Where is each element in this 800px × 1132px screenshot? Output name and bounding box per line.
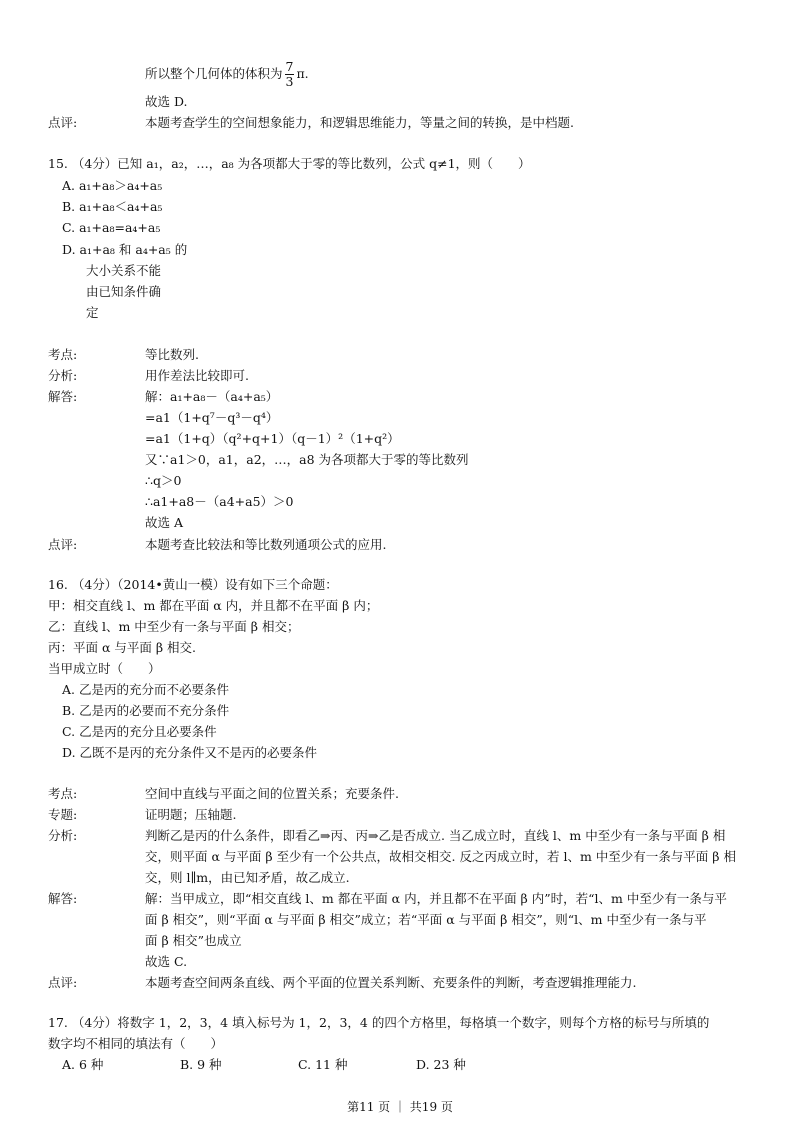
q16-jieda-line1: 解：当甲成立，即“相交直线 l、m 都在平面 α 内，并且都不在平面 β 内”时，若“l、m 中至少有一条与平 bbox=[145, 891, 727, 906]
q16-prop-jia: 甲：相交直线 l、m 都在平面 α 内，并且都不在平面 β 内； bbox=[48, 598, 379, 613]
q15-review-label: 点评: bbox=[48, 537, 78, 552]
q15-option-d: D. a₁+a₈ 和 a₄+a₅ 的 bbox=[62, 242, 188, 257]
q16-prop-yi: 乙：直线 l、m 中至少有一条与平面 β 相交； bbox=[48, 619, 300, 634]
q16-kaodian-label: 考点: bbox=[48, 786, 78, 801]
q15-fenxi: 用作差法比较即可. bbox=[145, 368, 249, 383]
q16-option-d: D. 乙既不是丙的充分条件又不是丙的必要条件 bbox=[62, 745, 318, 760]
q16-prop-bing: 丙：平面 α 与平面 β 相交. bbox=[48, 640, 197, 655]
q15-option-d-line4: 定 bbox=[86, 305, 99, 320]
q15-fenxi-label: 分析: bbox=[48, 368, 78, 383]
q15-option-b: B. a₁+a₈＜a₄+a₅ bbox=[62, 199, 163, 214]
q17-option-c: C. 11 种 bbox=[298, 1057, 348, 1072]
q17-option-a: A. 6 种 bbox=[62, 1057, 104, 1072]
q15-option-d-line2: 大小关系不能 bbox=[86, 263, 162, 278]
q16-option-b: B. 乙是丙的必要而不充分条件 bbox=[62, 703, 230, 718]
q17-options bbox=[62, 1055, 534, 1075]
q16-kaodian: 空间中直线与平面之间的位置关系；充要条件. bbox=[145, 786, 399, 801]
q15-jieda-line6: ∴a1+a8－（a4+a5）＞0 bbox=[145, 494, 294, 509]
prev-review-text: 本题考查学生的空间想象能力，和逻辑思维能力，等量之间的转换，是中档题. bbox=[145, 115, 574, 130]
q16-fenxi-line2: 交，则平面 α 与平面 β 至少有一个公共点，故相交相交. 反之丙成立时，若 l、m 中至少有一条与平面 β 相 bbox=[145, 849, 736, 864]
q16-review: 本题考查空间两条直线、两个平面的位置关系判断、充要条件的判断，考查逻辑推理能力. bbox=[145, 975, 637, 990]
q15-jieda-line7: 故选 A bbox=[145, 515, 184, 530]
q16-fenxi-label: 分析: bbox=[48, 828, 78, 843]
q15-jieda-line2: =a1（1+q⁷－q³－q⁴） bbox=[145, 410, 279, 425]
q16-jieda-line3: 面 β 相交”也成立 bbox=[145, 933, 242, 948]
q15-option-a: A. a₁+a₈＞a₄+a₅ bbox=[62, 178, 163, 193]
volume-line bbox=[145, 60, 309, 89]
volume-fraction bbox=[285, 60, 295, 89]
q16-fenxi-line3: 交，则 l∥m，由已知矛盾，故乙成立. bbox=[145, 870, 350, 885]
volume-prefix: 所以整个几何体的体积为 bbox=[145, 66, 283, 81]
q16-jieda-label: 解答: bbox=[48, 891, 78, 906]
volume-suffix: π. bbox=[296, 66, 309, 81]
fraction-denominator: 3 bbox=[285, 74, 294, 89]
q15-kaodian-label: 考点: bbox=[48, 347, 78, 362]
q15-jieda-line1: 解：a₁+a₈－（a₄+a₅） bbox=[145, 389, 279, 404]
q16-zhuanti: 证明题；压轴题. bbox=[145, 807, 237, 822]
q16-stem: 16. （4分）（2014•黄山一模）设有如下三个命题： bbox=[48, 577, 338, 592]
q16-jieda-line4: 故选 C. bbox=[145, 954, 188, 969]
q16-zhuanti-label: 专题: bbox=[48, 807, 78, 822]
q15-jieda-line5: ∴q＞0 bbox=[145, 473, 182, 488]
q15-kaodian: 等比数列. bbox=[145, 347, 199, 362]
page-footer: 第11 页 ｜ 共19 页 bbox=[347, 1100, 453, 1114]
q16-option-a: A. 乙是丙的充分而不必要条件 bbox=[62, 682, 229, 697]
q15-option-c: C. a₁+a₈=a₄+a₅ bbox=[62, 220, 161, 235]
q15-stem: 15. （4分）已知 a₁，a₂，…，a₈ 为各项都大于零的等比数列，公式 q≠1，则（ ） bbox=[48, 156, 531, 171]
q17-option-b: B. 9 种 bbox=[180, 1057, 222, 1072]
q17-stem-line2: 数字均不相同的填法有（ ） bbox=[48, 1036, 224, 1051]
q16-when: 当甲成立时（ ） bbox=[48, 661, 161, 676]
fraction-numerator: 7 bbox=[285, 59, 294, 74]
q17-option-d: D. 23 种 bbox=[416, 1057, 466, 1072]
q17-stem-line1: 17. （4分）将数字 1，2，3，4 填入标号为 1，2，3，4 的四个方格里，每格填一个数字，则每个方格的标号与所填的 bbox=[48, 1015, 710, 1030]
prev-answer: 故选 D. bbox=[145, 94, 188, 109]
q15-option-d-line3: 由已知条件确 bbox=[86, 284, 162, 299]
q15-jieda-label: 解答: bbox=[48, 389, 78, 404]
q16-review-label: 点评: bbox=[48, 975, 78, 990]
q16-option-c: C. 乙是丙的充分且必要条件 bbox=[62, 724, 217, 739]
prev-review-label: 点评: bbox=[48, 115, 78, 130]
q15-jieda-line4: 又∵a1＞0，a1，a2，…，a8 为各项都大于零的等比数列 bbox=[145, 452, 469, 467]
q16-fenxi-line1: 判断乙是丙的什么条件，即看乙⇒丙、丙⇒乙是否成立. 当乙成立时，直线 l、m 中至少有一条与平面 β 相 bbox=[145, 828, 726, 843]
q15-jieda-line3: =a1（1+q）（q²+q+1）（q－1）²（1+q²） bbox=[145, 431, 400, 446]
q15-review: 本题考查比较法和等比数列通项公式的应用. bbox=[145, 537, 387, 552]
q16-jieda-line2: 面 β 相交”，则“平面 α 与平面 β 相交”成立；若“平面 α 与平面 β 相交”，则“l、m 中至少有一条与平 bbox=[145, 912, 707, 927]
